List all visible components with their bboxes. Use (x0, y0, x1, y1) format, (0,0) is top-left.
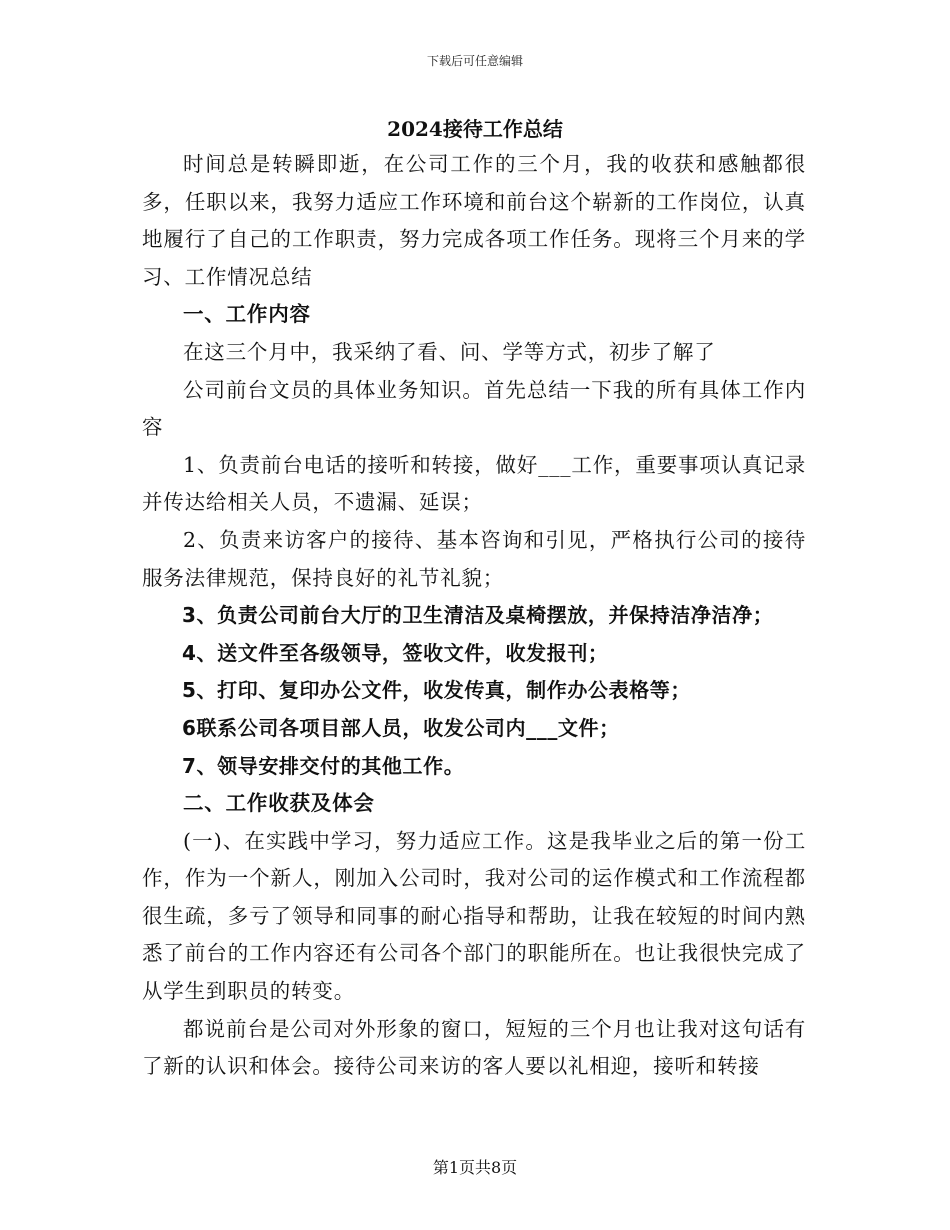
paragraph-work-content-summary: 公司前台文员的具体业务知识。首先总结一下我的所有具体工作内容 (142, 377, 806, 440)
paragraph-gains-1: (一)、在实践中学习，努力适应工作。这是我毕业之后的第一份工作，作为一个新人，刚加入公司时，我对公司的运作模式和工作流程都很生疏，多亏了领导和同事的耐心指导和帮助，让我在较短的时间内熟悉了前台的工作内容还有公司各个部门的职能所在。也让我很快完成了从学生到职员的转变。 (142, 828, 806, 1004)
document-title: 2024接待工作总结 (387, 117, 563, 141)
paragraph-work-content-intro: 在这三个月中，我采纳了看、问、学等方式，初步了解了 (183, 339, 716, 364)
paragraph-gains-2: 都说前台是公司对外形象的窗口，短短的三个月也让我对这句话有了新的认识和体会。接待公司来访的客人要以礼相迎，接听和转接 (142, 1016, 806, 1079)
list-item-7: 7、领导安排交付的其他工作。 (182, 753, 465, 778)
page-number: 第1页共8页 (432, 1158, 518, 1177)
list-item-5: 5、打印、复印办公文件，收发传真，制作办公表格等； (182, 678, 691, 703)
download-note: 下载后可任意编辑 (426, 54, 523, 68)
list-item-6: 6联系公司各项目部人员，收发公司内___文件； (182, 715, 620, 740)
list-item-2: 2、负责来访客户的接待、基本咨询和引见，严格执行公司的接待服务法律规范，保持良好的礼节礼貌； (142, 527, 806, 590)
paragraph-intro: 时间总是转瞬即逝，在公司工作的三个月，我的收获和感触都很多，任职以来，我努力适应工作环境和前台这个崭新的工作岗位，认真地履行了自己的工作职责，努力完成各项工作任务。现将三个月来的学习、工作情况总结 (142, 152, 806, 289)
section-heading-gains: 二、工作收获及体会 (183, 791, 375, 816)
list-item-3: 3、负责公司前台大厅的卫生清洁及桌椅摆放，并保持洁净洁净； (182, 603, 774, 628)
list-item-4: 4、送文件至各级领导，签收文件，收发报刊； (182, 640, 609, 665)
document-body (142, 146, 806, 1086)
list-item-1: 1、负责前台电话的接听和转接，做好___工作，重要事项认真记录并传达给相关人员，不遗漏、延误； (142, 452, 806, 515)
section-heading-work-content: 一、工作内容 (183, 302, 311, 327)
